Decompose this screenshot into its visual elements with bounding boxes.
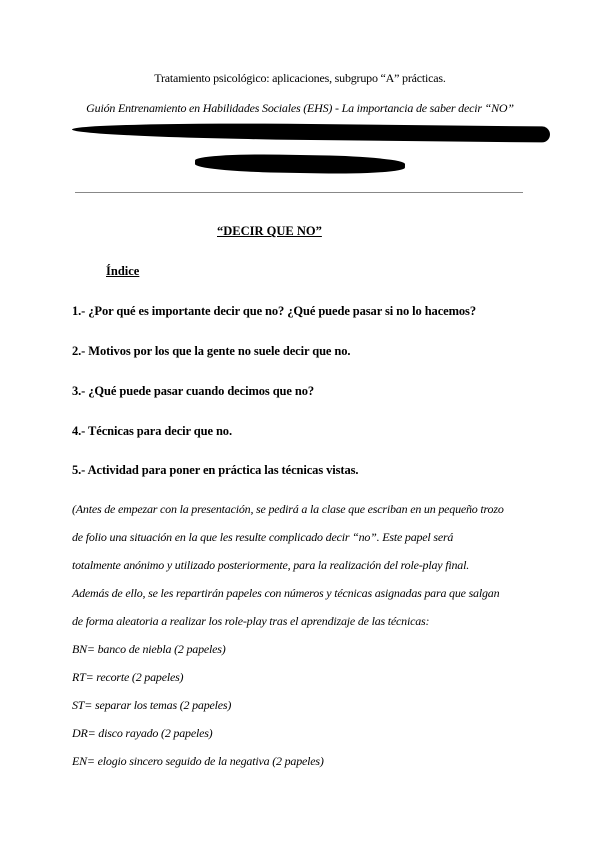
body-line: de folio una situación en la que les resulte complicado decir “no”. Este papel será [72,530,454,544]
course-subject: Tratamiento psicológico: aplicaciones, subgrupo “A” prácticas. [154,71,446,85]
index-heading: Índice [106,264,140,278]
document-title: “DECIR QUE NO” [217,224,322,238]
script-title: Guión Entrenamiento en Habilidades Sociales (EHS) - La importancia de saber decir “NO” [86,101,514,115]
body-line: DR= disco rayado (2 papeles) [72,726,213,740]
body-line: Además de ello, se les repartirán papeles con números y técnicas asignadas para que salgan [72,586,500,600]
body-line: (Antes de empezar con la presentación, se pedirá a la clase que escriban en un pequeño trozo [72,502,504,516]
redaction-mark [195,153,405,175]
body-line: de forma aleatoria a realizar los role-play tras el aprendizaje de las técnicas: [72,614,430,628]
redaction-mark [72,121,550,142]
index-item: 5.- Actividad para poner en práctica las técnicas vistas. [72,463,359,477]
horizontal-rule [75,192,523,193]
body-line: ST= separar los temas (2 papeles) [72,698,232,712]
index-item: 1.- ¿Por qué es importante decir que no? ¿Qué puede pasar si no lo hacemos? [72,304,476,318]
body-line: BN= banco de niebla (2 papeles) [72,642,226,656]
index-item: 2.- Motivos por los que la gente no suele decir que no. [72,344,351,358]
index-item: 4.- Técnicas para decir que no. [72,424,232,438]
body-line: RT= recorte (2 papeles) [72,670,184,684]
body-line: EN= elogio sincero seguido de la negativa (2 papeles) [72,754,324,768]
body-line: totalmente anónimo y utilizado posteriormente, para la realización del role-play final. [72,558,469,572]
index-item: 3.- ¿Qué puede pasar cuando decimos que no? [72,384,315,398]
